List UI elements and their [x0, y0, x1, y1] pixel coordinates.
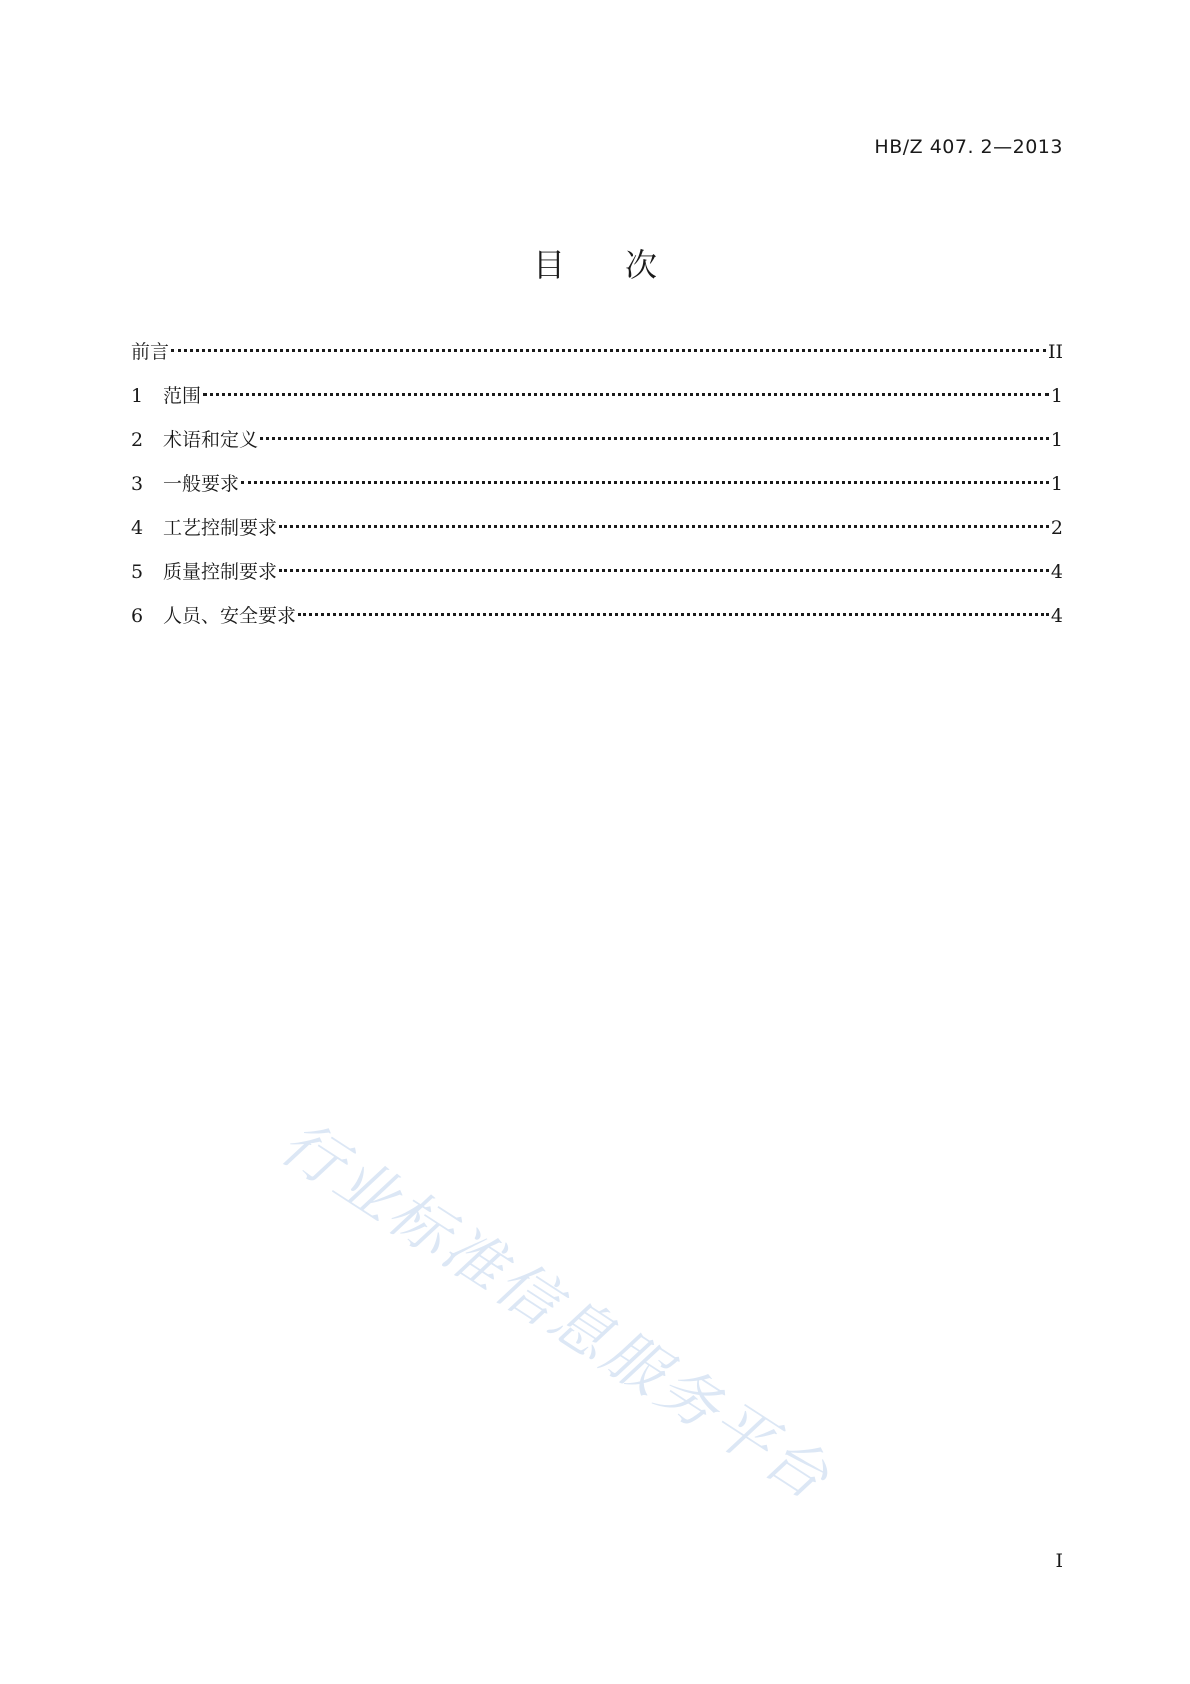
toc-dot-leader [171, 349, 1046, 352]
toc-item-number: 2 [131, 429, 144, 451]
toc-item-text: 前言 [131, 341, 170, 363]
toc-item-text: 人员、安全要求 [163, 605, 297, 627]
toc-item-process[interactable] [131, 513, 1063, 557]
toc-item-terms[interactable] [131, 425, 1063, 469]
toc-dot-leader [203, 393, 1049, 396]
standard-code: HB/Z 407. 2—2013 [874, 136, 1063, 158]
toc-dot-leader [260, 437, 1049, 440]
toc-item-page: 4 [1050, 605, 1063, 627]
toc-dot-leader [298, 613, 1049, 616]
toc-item-page: 2 [1050, 517, 1063, 539]
toc-item-foreword[interactable] [131, 337, 1063, 381]
toc-dot-leader [241, 481, 1049, 484]
toc-item-page: 1 [1050, 385, 1063, 407]
toc-item-text: 术语和定义 [163, 429, 259, 451]
toc-item-page: 1 [1050, 473, 1063, 495]
toc-item-page: II [1047, 341, 1063, 363]
toc-item-general[interactable] [131, 469, 1063, 513]
toc-list [131, 337, 1063, 645]
toc-item-scope[interactable] [131, 381, 1063, 425]
toc-item-page: 1 [1050, 429, 1063, 451]
toc-dot-leader [279, 525, 1049, 528]
toc-item-number: 3 [131, 473, 144, 495]
watermark: 行业标准信息服务平台 [268, 1107, 844, 1516]
page-number: I [1055, 1550, 1063, 1572]
toc-item-number: 5 [131, 561, 144, 583]
toc-item-text: 范围 [163, 385, 202, 407]
toc-item-number: 4 [131, 517, 144, 539]
toc-item-text: 一般要求 [163, 473, 240, 495]
toc-item-personnel[interactable] [131, 601, 1063, 645]
toc-item-number: 6 [131, 605, 144, 627]
toc-dot-leader [279, 569, 1049, 572]
toc-title: 目次 [532, 246, 717, 284]
toc-item-text: 工艺控制要求 [163, 517, 278, 539]
toc-item-text: 质量控制要求 [163, 561, 278, 583]
toc-item-number: 1 [131, 385, 144, 407]
toc-item-quality[interactable] [131, 557, 1063, 601]
toc-item-page: 4 [1050, 561, 1063, 583]
